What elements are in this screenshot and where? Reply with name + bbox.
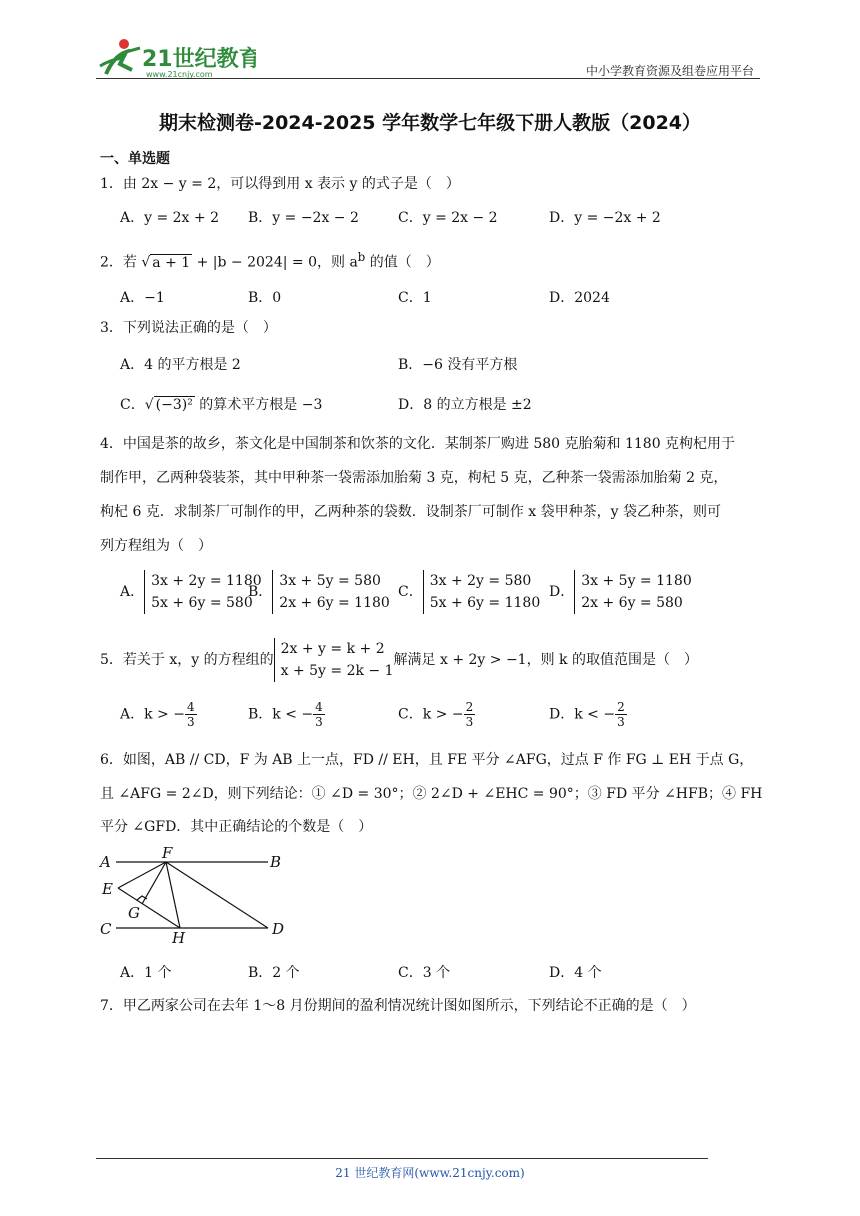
q4-a-eq2: 5x + 6y = 580: [151, 595, 253, 611]
question-4-line-3: 枸杞 6 克．求制茶厂可制作的甲，乙两种茶的袋数．设制茶厂可制作 x 袋甲种茶，y 袋乙种茶，则可: [100, 504, 721, 520]
question-7-stem: 7．甲乙两家公司在去年 1～8 月份期间的盈利情况统计图如图所示，下列结论不正确的是（ ）: [100, 998, 696, 1014]
label-c: C: [100, 920, 112, 938]
question-2-stem: 2．若 √ a + 1 + |b − 2024| = 0，则 $a^b$ 的值（ ）: [100, 250, 440, 271]
segment-fh: [166, 862, 180, 928]
q4-c-system: [423, 570, 541, 614]
label-a: A: [100, 853, 111, 871]
q5-b-pre: k < −: [272, 706, 314, 723]
q5-option-a[interactable]: [120, 700, 197, 729]
q1-option-b[interactable]: B．y = −2x − 2: [248, 210, 359, 226]
q2-option-d[interactable]: D．2024: [549, 290, 610, 306]
geometry-figure: [96, 842, 296, 948]
q3-option-b[interactable]: B．−6 没有平方根: [398, 357, 518, 373]
question-6-line-2: 且 ∠AFG = 2∠D，则下列结论：① ∠D = 30°；② 2∠D + ∠EHC = 90°；③ FD 平分 ∠HFB；④ FH: [100, 786, 763, 802]
q2-option-b[interactable]: B．0: [248, 290, 282, 306]
q3-option-a[interactable]: A．4 的平方根是 2: [120, 357, 241, 373]
q1-option-d[interactable]: D．y = −2x + 2: [549, 210, 661, 226]
q3-optc-prefix: C．: [120, 397, 145, 413]
question-4-line-4: 列方程组为（ ）: [100, 538, 212, 554]
q6-option-d[interactable]: D．4 个: [549, 965, 602, 981]
q6-option-c[interactable]: C．3 个: [398, 965, 451, 981]
q4-d-eq2: 2x + 6y = 580: [581, 595, 683, 611]
question-6-line-3: 平分 ∠GFD．其中正确结论的个数是（ ）: [100, 819, 373, 835]
q1-option-c[interactable]: C．y = 2x − 2: [398, 210, 498, 226]
label-h: H: [172, 929, 186, 947]
q5-c-pre: k > −: [422, 706, 464, 723]
q3-optc-sqrt: (−3)²: [155, 397, 193, 413]
logo-url: www.21cnjy.com: [146, 70, 213, 79]
q6-option-b[interactable]: B．2 个: [248, 965, 300, 981]
q4-option-b[interactable]: [248, 570, 390, 614]
q5-system: [274, 638, 394, 682]
q5-a-num: 4: [186, 700, 195, 714]
q5-b-den: 3: [315, 715, 323, 729]
question-1-stem: 1．由 2x − y = 2，可以得到用 x 表示 y 的式子是（ ）: [100, 176, 460, 192]
q4-option-d[interactable]: [549, 570, 692, 614]
q4-option-a[interactable]: [120, 570, 262, 614]
right-angle-mark: [137, 896, 147, 900]
label-g: G: [128, 904, 140, 922]
runner-logo-icon: [96, 36, 256, 80]
q2-stem-prefix: 2．若: [100, 254, 142, 271]
q5-b-fraction: [313, 700, 325, 729]
q3-optc-suffix: 的算术平方根是 −3: [194, 397, 323, 413]
logo-text: 21世纪教育: [142, 47, 256, 72]
q5-stem-suffix: 解满足 x + 2y > −1，则 k 的取值范围是（ ）: [393, 652, 698, 668]
q5-b-num: 4: [315, 700, 323, 714]
q5-a-label: A．: [120, 706, 145, 723]
q5-c-fraction: [464, 700, 476, 729]
q4-b-label: B．: [248, 584, 273, 600]
question-6-line-1: 6．如图，AB // CD，F 为 AB 上一点，FD // EH，且 FE 平分 ∠AFG，过点 F 作 FG ⊥ EH 于点 G，: [100, 752, 754, 768]
q4-b-eq1: 3x + 5y = 580: [279, 573, 381, 589]
q4-a-system: [144, 570, 262, 614]
q5-c-den: 3: [465, 715, 474, 729]
q5-d-label: D．: [549, 706, 575, 723]
q2-option-c[interactable]: C．1: [398, 290, 432, 306]
q4-d-label: D．: [549, 584, 575, 600]
q5-c-label: C．: [398, 706, 423, 723]
question-5-stem: [100, 638, 698, 682]
q3-option-d[interactable]: D．8 的立方根是 ±2: [398, 397, 532, 413]
q5-b-label: B．: [248, 706, 273, 723]
label-e: E: [102, 880, 113, 898]
q4-c-eq1: 3x + 2y = 580: [429, 573, 532, 589]
q2-stem-suffix: 的值（ ）: [365, 254, 440, 271]
q5-option-c[interactable]: [398, 700, 475, 729]
header-divider: [96, 78, 760, 79]
question-4-line-1: 4．中国是茶的故乡，茶文化是中国制茶和饮茶的文化．某制茶厂购进 580 克胎菊和 1180 克枸杞用于: [100, 436, 736, 452]
q4-b-system: [272, 570, 390, 614]
q2-exponent: b: [357, 250, 366, 264]
q4-a-eq1: 3x + 2y = 1180: [151, 573, 262, 589]
footer-divider: [96, 1158, 708, 1159]
q5-stem-prefix: 5．若关于 x，y 的方程组的: [100, 652, 274, 668]
segment-fd: [166, 862, 268, 928]
q5-d-fraction: [615, 700, 627, 729]
question-4-line-2: 制作甲，乙两种袋装茶，其中甲种茶一袋需添加胎菊 3 克，枸杞 5 克，乙种茶一袋需添加胎菊 2 克，: [100, 470, 728, 486]
q2-sqrt-expr: a + 1: [152, 254, 191, 271]
q5-d-pre: k < −: [574, 706, 616, 723]
q6-option-a[interactable]: A．1 个: [120, 965, 172, 981]
platform-name: 中小学教育资源及组卷应用平台: [585, 64, 754, 78]
q2-option-a[interactable]: A．−1: [120, 290, 165, 306]
q4-d-eq1: 3x + 5y = 1180: [581, 573, 692, 589]
q2-stem-mid: + |b − 2024| = 0，则 a: [192, 254, 358, 271]
question-3-stem: 3．下列说法正确的是（ ）: [100, 320, 277, 336]
footer-link[interactable]: 21 世纪教育网(www.21cnjy.com): [335, 1166, 525, 1180]
site-logo: [96, 36, 256, 80]
q5-eq1: 2x + y = k + 2: [280, 641, 385, 657]
q5-d-num: 2: [617, 700, 625, 714]
q4-c-label: C．: [398, 584, 423, 600]
q4-d-system: [574, 570, 692, 614]
q3-option-c[interactable]: C．√ (−3)² 的算术平方根是 −3: [120, 397, 323, 413]
q4-a-label: A．: [120, 584, 145, 600]
q5-a-fraction: [185, 700, 197, 729]
q4-c-eq2: 5x + 6y = 1180: [429, 595, 541, 611]
q4-option-c[interactable]: [398, 570, 540, 614]
q1-option-a[interactable]: A．y = 2x + 2: [120, 210, 219, 226]
page-title: 期末检测卷-2024-2025 学年数学七年级下册人教版（2024）: [158, 112, 702, 134]
q5-option-d[interactable]: [549, 700, 627, 729]
section-heading: 一、单选题: [100, 151, 170, 167]
q5-a-den: 3: [186, 715, 195, 729]
label-b: B: [270, 853, 282, 871]
label-d: D: [272, 920, 285, 938]
q5-option-b[interactable]: [248, 700, 325, 729]
q5-c-num: 2: [465, 700, 474, 714]
q5-d-den: 3: [617, 715, 625, 729]
q5-a-pre: k > −: [144, 706, 185, 723]
label-f: F: [162, 844, 173, 862]
q4-b-eq2: 2x + 6y = 1180: [279, 595, 390, 611]
q5-eq2: x + 5y = 2k − 1: [280, 663, 394, 679]
